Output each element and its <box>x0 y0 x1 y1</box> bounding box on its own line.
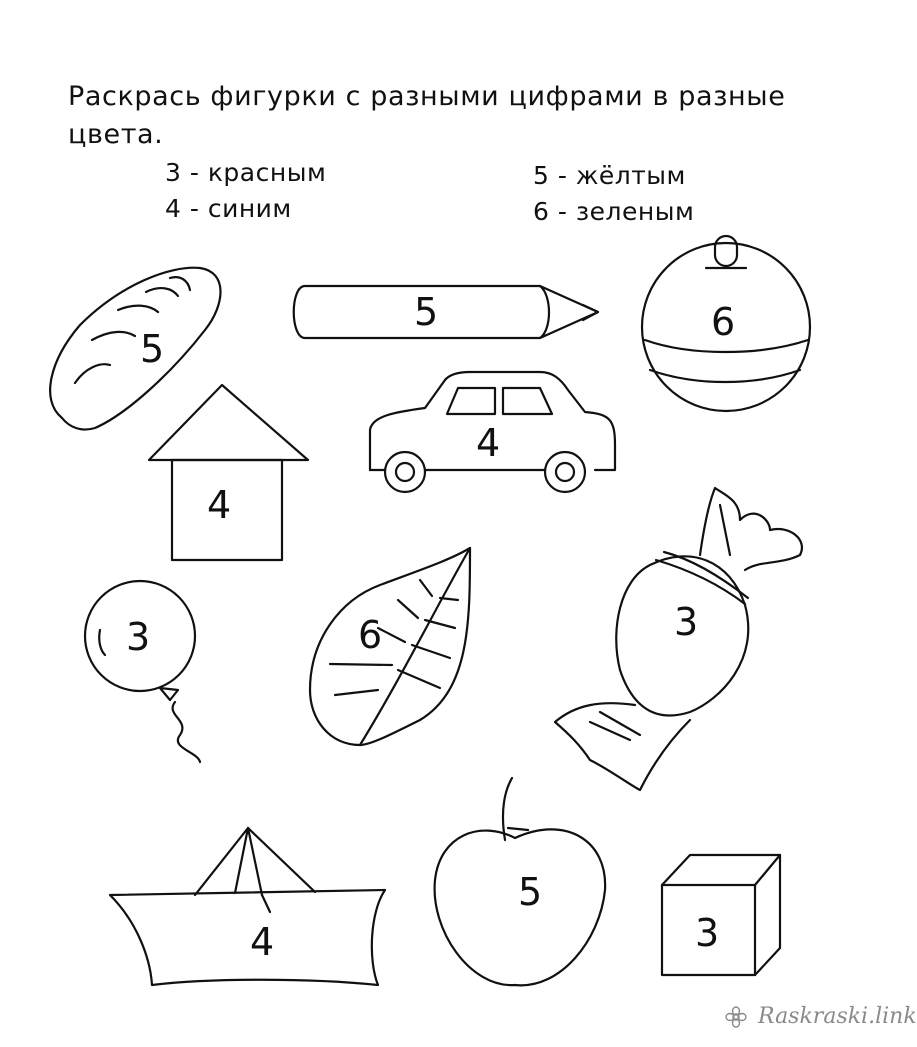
ornament-figure[interactable] <box>642 236 810 411</box>
legend-item-5-yellow: 5 - жёлтым <box>533 161 686 190</box>
boat-figure[interactable] <box>110 828 385 985</box>
legend-item-3-red: 3 - красным <box>165 158 327 187</box>
balloon-number: 3 <box>126 615 151 659</box>
leaf-figure[interactable] <box>310 548 470 745</box>
ornament-number: 6 <box>711 300 736 344</box>
legend-item-4-blue: 4 - синим <box>165 194 292 223</box>
house-number: 4 <box>207 483 232 527</box>
leaf-number: 6 <box>358 613 383 657</box>
house-figure[interactable] <box>149 385 308 560</box>
apple-figure[interactable] <box>435 778 606 985</box>
candy-figure[interactable] <box>555 488 802 790</box>
bread-figure[interactable] <box>50 268 220 430</box>
cube-figure[interactable] <box>662 855 780 975</box>
pencil-number: 5 <box>414 290 439 334</box>
apple-number: 5 <box>518 870 543 914</box>
legend-item-6-green: 6 - зеленым <box>533 197 695 226</box>
flower-logo-icon <box>722 1006 750 1028</box>
bread-number: 5 <box>140 327 165 371</box>
balloon-figure[interactable] <box>85 581 200 762</box>
watermark-text: Raskraski.link <box>758 1004 917 1029</box>
boat-number: 4 <box>250 920 275 964</box>
car-number: 4 <box>476 421 501 465</box>
instruction-text: Раскрась фигурки с разными цифрами в разные цвета. <box>68 81 786 150</box>
pencil-figure[interactable] <box>294 286 598 338</box>
car-figure[interactable] <box>370 372 615 492</box>
candy-number: 3 <box>674 600 699 644</box>
cube-number: 3 <box>695 911 720 955</box>
watermark <box>722 1004 917 1029</box>
